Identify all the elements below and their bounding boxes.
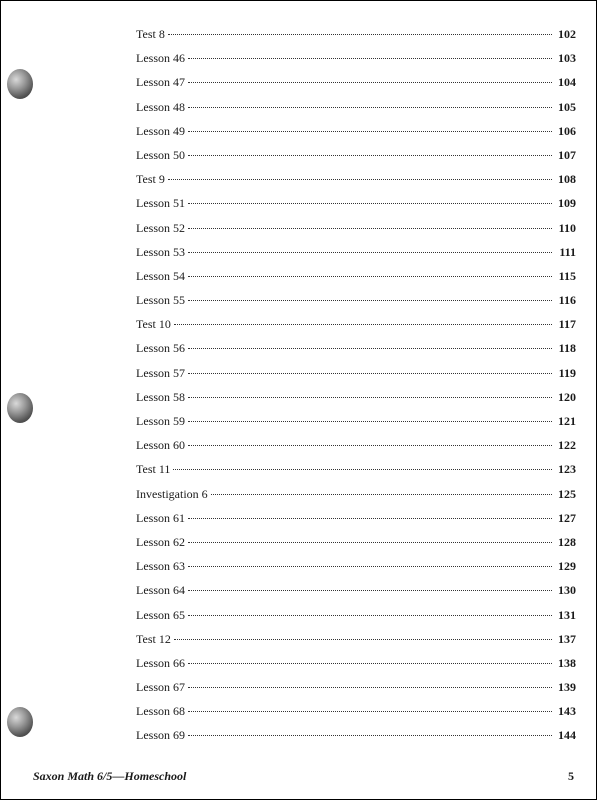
dot-leader xyxy=(174,639,552,640)
toc-entry-page: 122 xyxy=(558,438,576,453)
toc-entry-label: Lesson 53 xyxy=(136,244,185,259)
toc-entry xyxy=(136,386,576,410)
toc-entry-label: Lesson 60 xyxy=(136,438,185,453)
toc-entry xyxy=(136,71,576,95)
dot-leader xyxy=(188,348,552,349)
toc-entry-label: Lesson 63 xyxy=(136,559,185,574)
dot-leader xyxy=(188,252,552,253)
toc-entry xyxy=(136,410,576,434)
toc-entry-label: Test 10 xyxy=(136,317,171,332)
toc-entry-label: Lesson 64 xyxy=(136,583,185,598)
toc-entry xyxy=(136,192,576,216)
toc-entry xyxy=(136,724,576,748)
dot-leader xyxy=(188,131,552,132)
toc-entry-page: 106 xyxy=(558,123,576,138)
toc-entry xyxy=(136,604,576,628)
dot-leader xyxy=(188,203,552,204)
table-of-contents xyxy=(136,23,576,749)
toc-entry-label: Lesson 66 xyxy=(136,655,185,670)
toc-entry-page: 104 xyxy=(558,75,576,90)
toc-entry-page: 129 xyxy=(558,559,576,574)
dot-leader xyxy=(188,687,552,688)
toc-entry-page: 123 xyxy=(558,462,576,477)
toc-entry xyxy=(136,628,576,652)
toc-entry-label: Lesson 48 xyxy=(136,99,185,114)
toc-entry-page: 115 xyxy=(558,268,576,283)
dot-leader xyxy=(188,82,552,83)
toc-entry-label: Lesson 68 xyxy=(136,704,185,719)
binder-hole-middle xyxy=(7,393,33,423)
toc-entry-page: 144 xyxy=(558,728,576,743)
toc-entry xyxy=(136,531,576,555)
toc-entry xyxy=(136,434,576,458)
toc-entry-page: 137 xyxy=(558,631,576,646)
toc-entry-label: Lesson 59 xyxy=(136,414,185,428)
dot-leader xyxy=(188,566,552,567)
toc-entry xyxy=(136,265,576,289)
dot-leader xyxy=(188,300,552,301)
toc-entry-label: Lesson 52 xyxy=(136,220,185,235)
toc-entry-label: Lesson 54 xyxy=(136,268,185,283)
toc-entry-label: Test 8 xyxy=(136,27,165,41)
toc-entry-page: 102 xyxy=(558,27,576,41)
dot-leader xyxy=(188,155,552,156)
dot-leader xyxy=(188,518,552,519)
toc-entry-label: Lesson 61 xyxy=(136,510,185,525)
toc-entry xyxy=(136,483,576,507)
toc-entry-label: Investigation 6 xyxy=(136,486,208,501)
toc-entry-page: 109 xyxy=(558,196,576,211)
toc-entry xyxy=(136,676,576,700)
toc-entry xyxy=(136,579,576,603)
toc-entry-label: Lesson 50 xyxy=(136,147,185,162)
toc-entry xyxy=(136,144,576,168)
toc-entry-label: Lesson 55 xyxy=(136,293,185,308)
toc-entry-label: Lesson 57 xyxy=(136,365,185,380)
toc-entry-label: Lesson 46 xyxy=(136,51,185,66)
toc-entry xyxy=(136,652,576,676)
dot-leader xyxy=(188,107,552,108)
toc-entry-page: 118 xyxy=(558,341,576,356)
dot-leader xyxy=(188,542,552,543)
toc-entry-label: Lesson 51 xyxy=(136,196,185,211)
dot-leader xyxy=(188,373,552,374)
toc-entry-page: 127 xyxy=(558,510,576,525)
toc-entry-label: Test 12 xyxy=(136,631,171,646)
toc-entry-page: 119 xyxy=(558,365,576,380)
toc-entry xyxy=(136,241,576,265)
dot-leader xyxy=(188,615,552,616)
toc-entry-page: 120 xyxy=(558,389,576,404)
toc-entry xyxy=(136,362,576,386)
dot-leader xyxy=(188,397,552,398)
toc-entry xyxy=(136,96,576,120)
dot-leader xyxy=(211,494,552,495)
toc-entry xyxy=(136,313,576,337)
dot-leader xyxy=(188,711,552,712)
toc-entry-page: 111 xyxy=(559,244,576,259)
toc-entry-page: 128 xyxy=(558,534,576,549)
toc-entry-page: 105 xyxy=(558,99,576,114)
toc-entry-label: Lesson 62 xyxy=(136,534,185,549)
binder-hole-top xyxy=(7,69,33,99)
toc-entry xyxy=(136,47,576,71)
toc-entry-label: Lesson 49 xyxy=(136,123,185,138)
toc-entry xyxy=(136,23,576,47)
dot-leader xyxy=(188,590,552,591)
toc-entry-label: Lesson 56 xyxy=(136,341,185,356)
toc-entry-page: 116 xyxy=(558,293,576,308)
toc-entry-label: Test 9 xyxy=(136,172,165,187)
toc-entry xyxy=(136,555,576,579)
toc-entry-label: Lesson 67 xyxy=(136,680,185,695)
toc-entry-label: Lesson 58 xyxy=(136,389,185,404)
footer-book-title: Saxon Math 6/5—Homeschool xyxy=(33,769,187,783)
toc-entry xyxy=(136,120,576,144)
footer-page-number: 5 xyxy=(568,769,574,783)
toc-entry-label: Test 11 xyxy=(136,462,171,477)
toc-entry-label: Lesson 47 xyxy=(136,75,185,90)
toc-entry xyxy=(136,337,576,361)
toc-entry xyxy=(136,289,576,313)
binder-hole-bottom xyxy=(7,707,33,737)
toc-entry-page: 103 xyxy=(558,51,576,66)
toc-entry-label: Lesson 65 xyxy=(136,607,185,622)
toc-entry-page: 138 xyxy=(558,655,576,670)
toc-entry-page: 121 xyxy=(558,414,576,428)
dot-leader xyxy=(188,421,552,422)
toc-entry xyxy=(136,507,576,531)
toc-entry-page: 110 xyxy=(558,220,576,235)
dot-leader xyxy=(173,469,552,470)
toc-entry-page: 139 xyxy=(558,680,576,695)
toc-entry xyxy=(136,700,576,724)
dot-leader xyxy=(188,663,552,664)
dot-leader xyxy=(188,735,552,736)
dot-leader xyxy=(188,445,552,446)
toc-entry-page: 117 xyxy=(558,317,576,332)
toc-entry xyxy=(136,168,576,192)
toc-entry-label: Lesson 69 xyxy=(136,728,185,743)
toc-entry-page: 108 xyxy=(558,172,576,187)
page-footer xyxy=(33,769,574,784)
toc-entry xyxy=(136,217,576,241)
dot-leader xyxy=(188,58,552,59)
dot-leader xyxy=(188,276,552,277)
toc-entry-page: 131 xyxy=(558,607,576,622)
toc-entry-page: 125 xyxy=(558,486,576,501)
dot-leader xyxy=(168,179,552,180)
toc-entry-page: 107 xyxy=(558,147,576,162)
dot-leader xyxy=(188,228,552,229)
toc-entry xyxy=(136,458,576,482)
dot-leader xyxy=(168,34,552,35)
toc-entry-page: 143 xyxy=(558,704,576,719)
toc-entry-page: 130 xyxy=(558,583,576,598)
dot-leader xyxy=(174,324,552,325)
